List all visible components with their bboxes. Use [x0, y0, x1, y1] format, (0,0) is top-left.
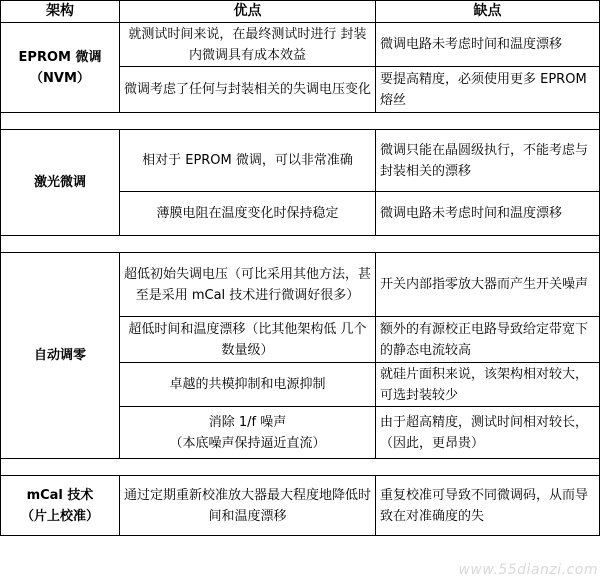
advantage-cell: 薄膜电阻在温度变化时保持稳定	[120, 192, 376, 236]
table-row	[1, 23, 600, 67]
disadvantage-cell: 就硅片面积来说，该架构相对较大， 可选封装较少	[376, 363, 600, 407]
arch-eprom	[1, 23, 120, 113]
advantage-cell: 通过定期重新校准放大器最大程度地降低时间和温度漂移	[120, 476, 376, 536]
advantage-cell: 超低时间和温度漂移（比其他架构低 几个数量级）	[120, 317, 376, 363]
arch-mcal-line2: （片上校准）	[20, 508, 99, 524]
header-row	[1, 1, 600, 23]
arch-autozero: 自动调零	[1, 253, 120, 459]
arch-eprom-line1: EPROM 微调	[18, 49, 102, 65]
arch-laser: 激光微调	[1, 130, 120, 236]
table-row	[1, 253, 600, 317]
spacer-row	[1, 459, 600, 476]
advantage-cell: 相对于 EPROM 微调，可以非常准确	[120, 130, 376, 192]
advantage-cell: 超低初始失调电压（可比采用其他方法，甚至是采用 mCal 技术进行微调好很多）	[120, 253, 376, 317]
disadvantage-cell: 重复校准可导致不同微调码，从而导致在对准确度的失	[376, 476, 600, 536]
advantage-cell: 卓越的共模抑制和电源抑制	[120, 363, 376, 407]
header-arch: 架构	[1, 1, 120, 23]
spacer-row	[1, 236, 600, 253]
arch-mcal-line1: mCal 技术	[26, 487, 94, 503]
advantage-line2: （本底噪声保持逼近直流）	[169, 435, 326, 451]
table-row	[1, 476, 600, 536]
advantage-line1: 消除 1/f 噪声	[208, 414, 287, 430]
disadvantage-cell: 微调电路未考虑时间和温度漂移	[376, 192, 600, 236]
advantage-cell: 就测试时间来说，在最终测试时进行 封装内微调具有成本效益	[120, 23, 376, 67]
table-row	[1, 130, 600, 192]
arch-mcal	[1, 476, 120, 536]
header-disadvantages: 缺点	[376, 1, 600, 23]
disadvantage-cell: 开关内部指零放大器而产生开关噪声	[376, 253, 600, 317]
disadvantage-cell: 由于超高精度，测试时间相对较长，（因此，更昂贵）	[376, 407, 600, 459]
advantage-cell: 微调考虑了任何与封装相关的失调电压变化	[120, 67, 376, 113]
watermark: www.55dianzi.com	[458, 562, 598, 578]
disadvantage-cell: 要提高精度，必须使用更多 EPROM 熔丝	[376, 67, 600, 113]
disadvantage-cell: 微调电路未考虑时间和温度漂移	[376, 23, 600, 67]
disadvantage-cell: 额外的有源校正电路导致给定带宽下的静态电流较高	[376, 317, 600, 363]
spacer-row	[1, 113, 600, 130]
advantage-cell	[120, 407, 376, 459]
header-advantages: 优点	[120, 1, 376, 23]
disadvantage-cell: 微调只能在晶圆级执行，不能考虑与封装相关的漂移	[376, 130, 600, 192]
arch-eprom-line2: （NVM）	[30, 70, 90, 86]
